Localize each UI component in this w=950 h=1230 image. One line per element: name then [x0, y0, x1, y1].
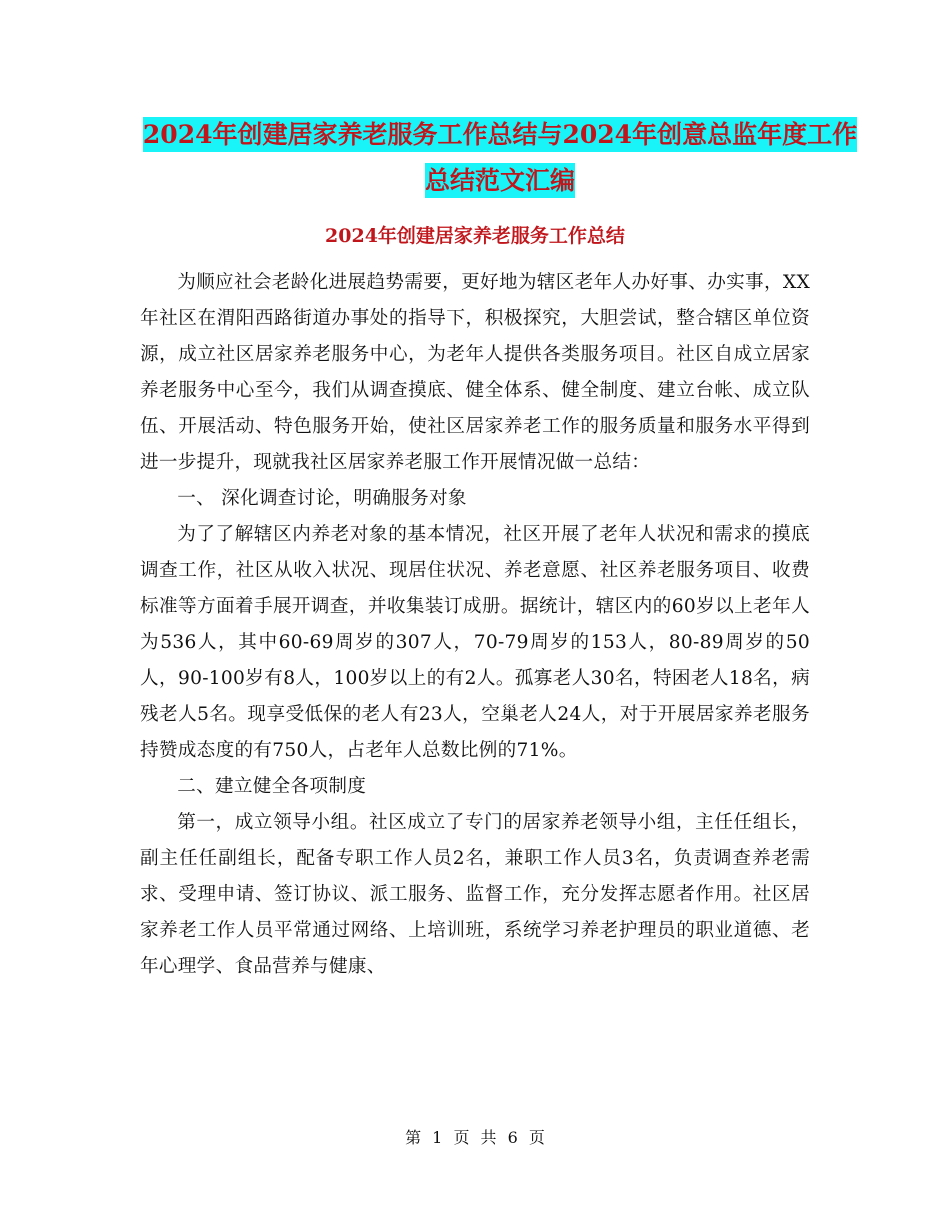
document-body: [140, 265, 810, 985]
document-title: [140, 112, 860, 204]
page-footer: 第 1 页 共 6 页: [405, 1128, 545, 1147]
heading-section-2: 二、建立健全各项制度: [177, 776, 367, 797]
paragraph-survey: 为了了解辖区内养老对象的基本情况，社区开展了老年人状况和需求的摸底调查工作，社区从收入状况、现居住状况、养老意愿、社区养老服务项目、收费标准等方面着手展开调查，并收集装订成册。据统计，辖区内的60岁以上老年人为536人，其中60-69周岁的307人，70-79周岁的153人，80-89周岁的50人，90-100岁有8人，100岁以上的有2人。孤寡老人30名，特困老人18名，病残老人5名。现享受低保的老人有23人，空巢老人24人，对于开展居家养老服务持赞成态度的有750人，占老年人总数比例的71%。: [140, 524, 810, 761]
heading-section-1: 一、 深化调查讨论，明确服务对象: [177, 488, 467, 509]
paragraph-leadership: 第一，成立领导小组。社区成立了专门的居家养老领导小组，主任任组长，副主任任副组长，配备专职工作人员2名，兼职工作人员3名，负责调查养老需求、受理申请、签订协议、派工服务、监督工作，充分发挥志愿者作用。社区居家养老工作人员平常通过网络、上培训班，系统学习养老护理员的职业道德、老年心理学、食品营养与健康、: [140, 812, 810, 977]
paragraph-intro: 为顺应社会老龄化进展趋势需要，更好地为辖区老年人办好事、办实事，XX年社区在渭阳西路街道办事处的指导下，积极探究，大胆尝试，整合辖区单位资源，成立社区居家养老服务中心，为老年人提供各类服务项目。社区自成立居家养老服务中心至今，我们从调查摸底、健全体系、健全制度、建立台帐、成立队伍、开展活动、特色服务开始，使社区居家养老工作的服务质量和服务水平得到进一步提升，现就我社区居家养老服工作开展情况做一总结：: [140, 272, 810, 473]
section-title: 2024年创建居家养老服务工作总结: [325, 225, 625, 247]
document-title-highlight: 2024年创建居家养老服务工作总结与2024年创意总监年度工作总结范文汇编: [143, 117, 857, 198]
